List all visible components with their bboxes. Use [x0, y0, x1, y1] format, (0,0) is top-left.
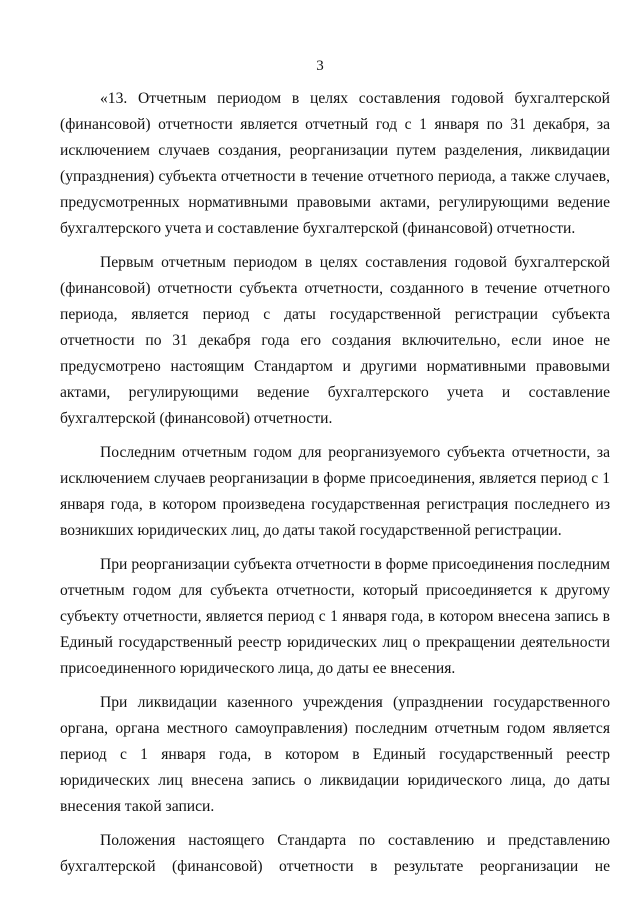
- document-body: [60, 86, 610, 880]
- paragraph-6: Положения настоящего Стандарта по составлению и представлению бухгалтерской (финансовой) отчетности в результате реорганизации не: [60, 832, 610, 875]
- page-number: 3: [316, 58, 324, 74]
- paragraph-5: При ликвидации казенного учреждения (упразднении государственного органа, органа местного самоуправления) последним отчетным годом является период с 1 января года, в котором в Единый государственный реестр юридических лиц внесена запись о ликвидации юридического лица, до даты внесения такой записи.: [60, 694, 610, 815]
- paragraph-4: При реорганизации субъекта отчетности в форме присоединения последним отчетным годом для субъекта отчетности, который присоединяется к другому субъекту отчетности, является период с 1 января года, в котором внесена запись в Единый государственный реестр юридических лиц о прекращении деятельности присоединенного юридического лица, до даты ее внесения.: [60, 556, 610, 677]
- paragraph-3: Последним отчетным годом для реорганизуемого субъекта отчетности, за исключением случаев реорганизации в форме присоединения, является период с 1 января года, в котором произведена государственная регистрация последнего из возникших юридических лиц, до даты такой государственной регистрации.: [60, 444, 610, 539]
- paragraph-1: «13. Отчетным периодом в целях составления годовой бухгалтерской (финансовой) отчетности является отчетный год с 1 января по 31 декабря, за исключением случаев создания, реорганизации путем разделения, ликвидации (упразднения) субъекта отчетности в течение отчетного периода, а также случаев, предусмотренных нормативными правовыми актами, регулирующими ведение бухгалтерского учета и составление бухгалтерской (финансовой) отчетности.: [60, 90, 610, 237]
- paragraph-2: Первым отчетным периодом в целях составления годовой бухгалтерской (финансовой) отчетности субъекта отчетности, созданного в течение отчетного периода, является период с даты государственной регистрации субъекта отчетности по 31 декабря года его создания включительно, если иное не предусмотрено настоящим Стандартом и другими нормативными правовыми актами, регулирующими ведение бухгалтерского учета и составление бухгалтерской (финансовой) отчетности.: [60, 254, 610, 427]
